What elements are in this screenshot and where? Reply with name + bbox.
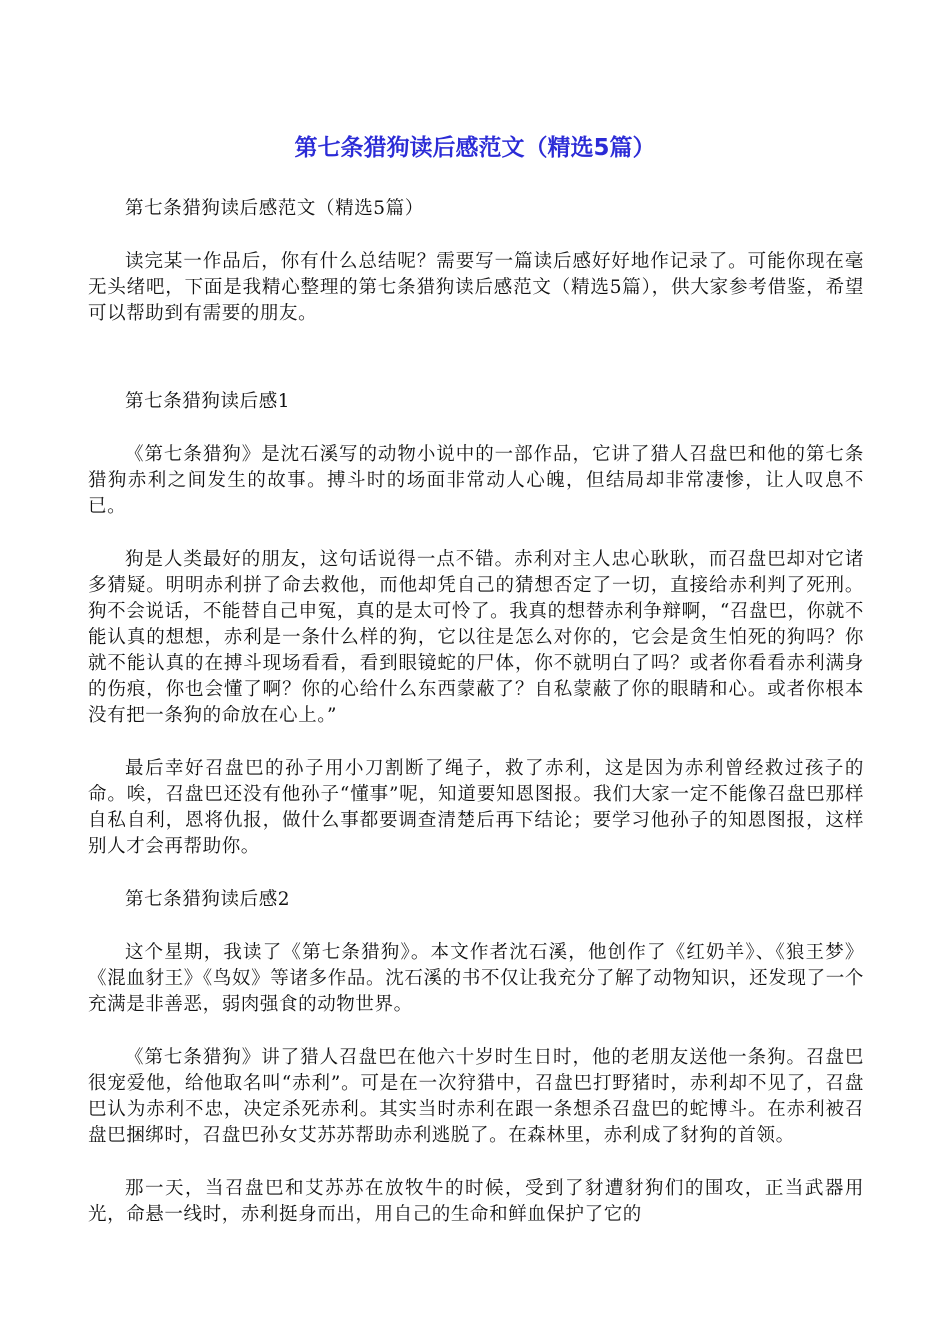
body-paragraph: 《第七条猎狗》讲了猎人召盘巴在他六十岁时生日时，他的老朋友送他一条狗。召盘巴很宠爱他，给他取名叫“赤利”。可是在一次狩猎中，召盘巴打野猪时，赤利却不见了，召盘巴认为赤利不忠，决定杀死赤利。其实当时赤利在跟一条想杀召盘巴的蛇博斗。在赤利被召盘巴捆绑时，召盘巴孙女艾苏苏帮助赤利逃脱了。在森林里，赤利成了豺狗的首领。	[88, 1047, 864, 1146]
document-body	[88, 196, 864, 1228]
body-paragraph: 那一天，当召盘巴和艾苏苏在放牧牛的时候，受到了豺遭豺狗们的围攻，正当武器用光，命悬一线时，赤利挺身而出，用自己的生命和鲜血保护了它的	[88, 1178, 864, 1225]
body-paragraph: 《第七条猎狗》是沈石溪写的动物小说中的一部作品，它讲了猎人召盘巴和他的第七条猎狗赤利之间发生的故事。搏斗时的场面非常动人心魄，但结局却非常凄惨，让人叹息不已。	[88, 444, 864, 517]
body-paragraph: 最后幸好召盘巴的孙子用小刀割断了绳子，救了赤利，这是因为赤利曾经救过孩子的命。唉，召盘巴还没有他孙子“懂事”呢，知道要知恩图报。我们大家一定不能像召盘巴那样自私自利，恩将仇报，做什么事都要调查清楚后再下结论；要学习他孙子的知恩图报，这样别人才会再帮助你。	[88, 758, 864, 857]
section-heading-2: 第七条猎狗读后感2	[125, 889, 291, 910]
subtitle-paragraph: 第七条猎狗读后感范文（精选5篇）	[125, 198, 424, 219]
body-paragraph: 这个星期，我读了《第七条猎狗》。本文作者沈石溪，他创作了《红奶羊》、《狼王梦》《混血豺王》《鸟奴》等诸多作品。沈石溪的书不仅让我充分了解了动物知识，还发现了一个充满是非善恶，弱肉强食的动物世界。	[88, 942, 864, 1015]
document-title: 第七条猎狗读后感范文（精选5篇）	[294, 135, 656, 161]
section-heading-1: 第七条猎狗读后感1	[125, 391, 291, 412]
intro-paragraph: 读完某一作品后，你有什么总结呢？需要写一篇读后感好好地作记录了。可能你现在毫无头绪吧，下面是我精心整理的第七条猎狗读后感范文（精选5篇），供大家参考借鉴，希望可以帮助到有需要的朋友。	[88, 251, 864, 324]
body-paragraph: 狗是人类最好的朋友，这句话说得一点不错。赤利对主人忠心耿耿，而召盘巴却对它诸多猜疑。明明赤利拼了命去救他，而他却凭自己的猜想否定了一切，直接给赤利判了死刑。狗不会说话，不能替自己申冤，真的是太可怜了。我真的想替赤利争辩啊，“召盘巴，你就不能认真的想想，赤利是一条什么样的狗，它以往是怎么对你的，它会是贪生怕死的狗吗？你就不能认真的在搏斗现场看看，看到眼镜蛇的尸体，你不就明白了吗？或者你看看赤利满身的伤痕，你也会懂了啊？你的心给什么东西蒙蔽了？自私蒙蔽了你的眼睛和心。或者你根本没有把一条狗的命放在心上。”	[88, 549, 864, 726]
